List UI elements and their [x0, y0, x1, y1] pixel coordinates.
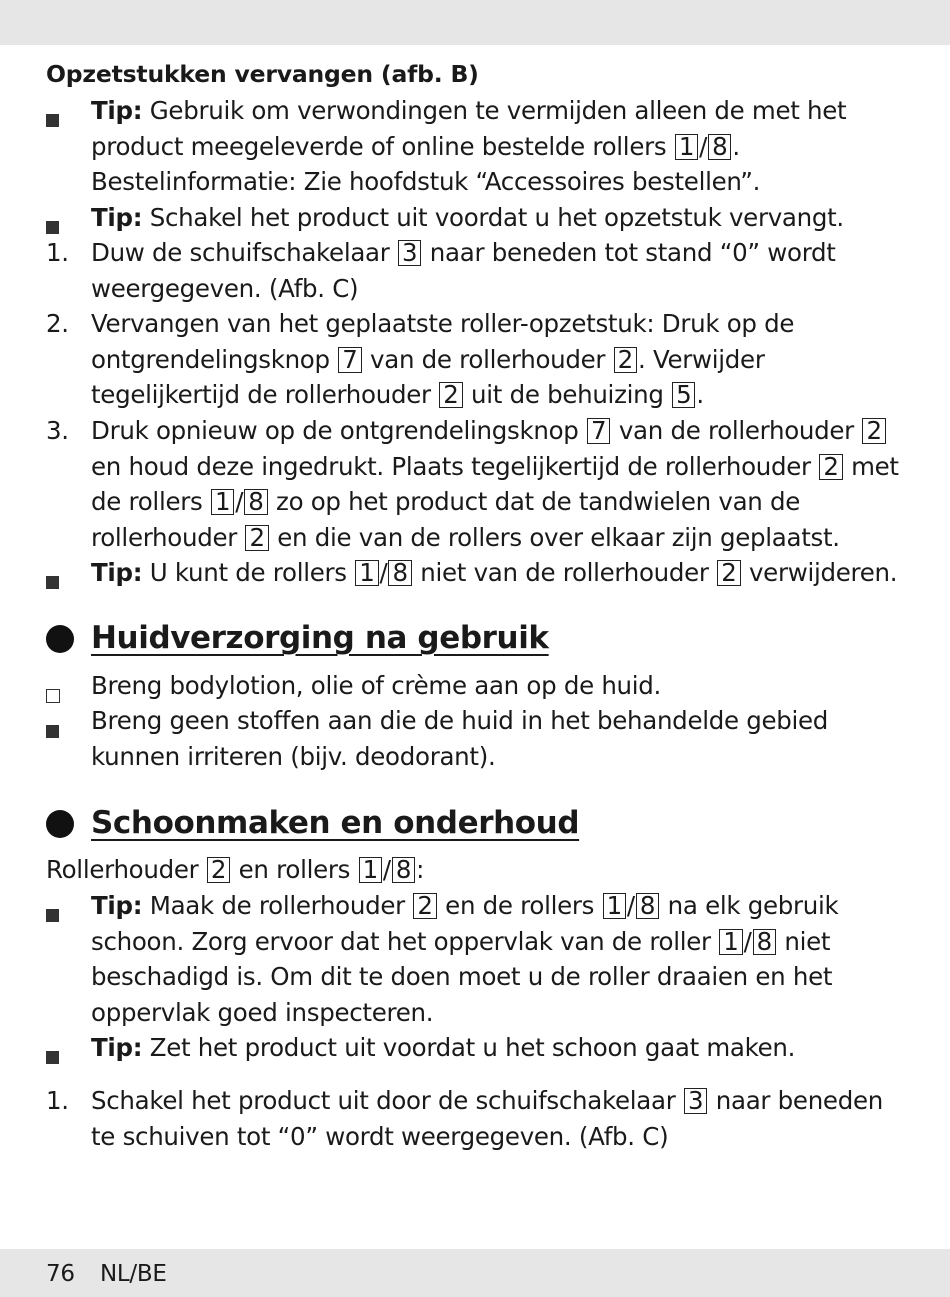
page-footer — [0, 1249, 950, 1297]
language-code: NL/BE — [100, 1261, 167, 1287]
step-number: 1. — [46, 238, 69, 267]
text: uit de behuizing — [463, 380, 672, 409]
text: Druk opnieuw op de ontgrendelingsknop — [91, 416, 587, 445]
text: Zet het product uit voordat u het schoon gaat maken. — [149, 1033, 796, 1062]
text: na elk gebruik schoon. Zorg ervoor dat het oppervlak van de roller — [91, 891, 839, 956]
ref-box: 3 — [398, 240, 421, 266]
text: en rollers — [231, 855, 358, 884]
bullet-filled-square — [46, 104, 59, 133]
text: van de rollerhouder — [611, 416, 862, 445]
text: en die van de rollers over elkaar zijn geplaatst. — [269, 522, 840, 552]
tip-item-1 — [91, 93, 911, 200]
tip-item-4 — [91, 888, 911, 1030]
ref-box: 1 — [675, 134, 698, 160]
text: niet van de rollerhouder — [412, 558, 717, 587]
text: naar beneden te schuiven tot “0” wordt weergegeven. (Afb. C) — [91, 1086, 883, 1151]
text: Rollerhouder — [46, 855, 206, 884]
text: en houd deze ingedrukt. Plaats tegelijkertijd de rollerhouder — [91, 451, 819, 481]
ref-box: 2 — [413, 893, 436, 919]
ref-box: 5 — [672, 382, 695, 408]
bullet-dot-icon — [46, 810, 74, 838]
bullet-filled-square — [46, 566, 59, 595]
tip-item-3 — [91, 555, 911, 591]
step-number: 3. — [46, 416, 69, 445]
ref-box: 8 — [708, 134, 731, 160]
slash: / — [382, 855, 391, 884]
ref-box: 8 — [392, 857, 415, 883]
ref-box: 2 — [207, 857, 230, 883]
ref-box: 1 — [603, 893, 626, 919]
text: U kunt de rollers — [149, 558, 355, 587]
text: niet beschadigd is. Om dit te doen moet u de roller draaien en het oppervlak goed inspecteren. — [91, 926, 833, 1027]
text: naar beneden tot stand “0” wordt weergegeven. (Afb. C) — [91, 238, 836, 303]
ref-box: 8 — [636, 893, 659, 919]
slash: / — [699, 131, 708, 161]
tip-label: Tip: — [91, 891, 143, 920]
tip-label: Tip: — [91, 558, 143, 587]
text: Gebruik om verwondingen te vermijden alleen de met het product meegeleverde of online bestelde rollers — [91, 96, 847, 161]
page-number: 76 — [46, 1261, 75, 1287]
step-3 — [91, 413, 911, 555]
tip-item-2 — [91, 200, 911, 236]
list-item: Breng bodylotion, olie of crème aan op de huid. — [91, 671, 662, 700]
tip-label: Tip: — [91, 96, 143, 125]
bullet-dot-icon — [46, 625, 74, 653]
ref-box: 1 — [355, 560, 378, 586]
ref-box: 2 — [862, 418, 885, 444]
bullet-filled-square — [46, 899, 59, 928]
text: met de rollers — [91, 451, 899, 516]
text: Schakel het product uit voordat u het opzetstuk vervangt. — [149, 203, 844, 232]
ref-box: 1 — [211, 489, 234, 515]
step-2 — [91, 306, 911, 413]
ref-box: 8 — [388, 560, 411, 586]
ref-box: 2 — [819, 454, 842, 480]
text: verwijderen. — [741, 558, 898, 587]
text: . — [696, 380, 704, 409]
subheading: Opzetstukken vervangen (afb. B) — [46, 60, 479, 88]
checkbox-square-icon — [46, 680, 60, 709]
text: van de rollerhouder — [362, 344, 613, 374]
ref-box: 2 — [245, 525, 268, 551]
slash: / — [743, 926, 752, 956]
top-bar — [0, 0, 950, 45]
slash: / — [626, 891, 635, 920]
section-title: Huidverzorging na gebruik — [91, 620, 549, 656]
tip-label: Tip: — [91, 203, 143, 232]
ref-box: 8 — [244, 489, 267, 515]
ref-box: 7 — [587, 418, 610, 444]
text: Vervangen van het geplaatste roller-opzetstuk: Druk op de ontgrendelingsknop — [91, 309, 795, 374]
text: . Verwijder tegelijkertijd de rollerhouder — [91, 344, 765, 409]
list-item: Breng geen stoffen aan die de huid in het behandelde gebied kunnen irriteren (bijv. deodorant). — [91, 706, 829, 771]
ref-box: 8 — [753, 929, 776, 955]
ref-box: 1 — [359, 857, 382, 883]
ref-box: 7 — [338, 347, 361, 373]
section-title: Schoonmaken en onderhoud — [91, 805, 580, 841]
tip-label: Tip: — [91, 1033, 143, 1062]
intro-line — [46, 852, 424, 888]
slash: / — [235, 487, 244, 516]
ref-box: 2 — [614, 347, 637, 373]
bullet-filled-square — [46, 1041, 59, 1070]
ref-box: 2 — [717, 560, 740, 586]
text: : — [416, 855, 425, 884]
text: Duw de schuifschakelaar — [91, 238, 398, 267]
text: zo op het product dat de tandwielen van de rollerhouder — [91, 487, 801, 552]
step-number: 1. — [46, 1086, 69, 1115]
tip-item-5 — [91, 1030, 911, 1066]
step-number: 2. — [46, 309, 69, 338]
text: en de rollers — [437, 891, 602, 920]
text: Maak de rollerhouder — [149, 891, 413, 920]
text: Schakel het product uit door de schuifschakelaar — [91, 1086, 683, 1115]
ref-box: 3 — [684, 1088, 707, 1114]
ref-box: 1 — [719, 929, 742, 955]
bullet-filled-square — [46, 715, 59, 744]
slash: / — [379, 558, 388, 587]
step-1 — [91, 235, 911, 306]
text: . Bestelinformatie: Zie hoofdstuk “Accessoires bestellen”. — [91, 131, 761, 196]
ref-box: 2 — [439, 382, 462, 408]
step-1-cleaning — [91, 1083, 911, 1154]
